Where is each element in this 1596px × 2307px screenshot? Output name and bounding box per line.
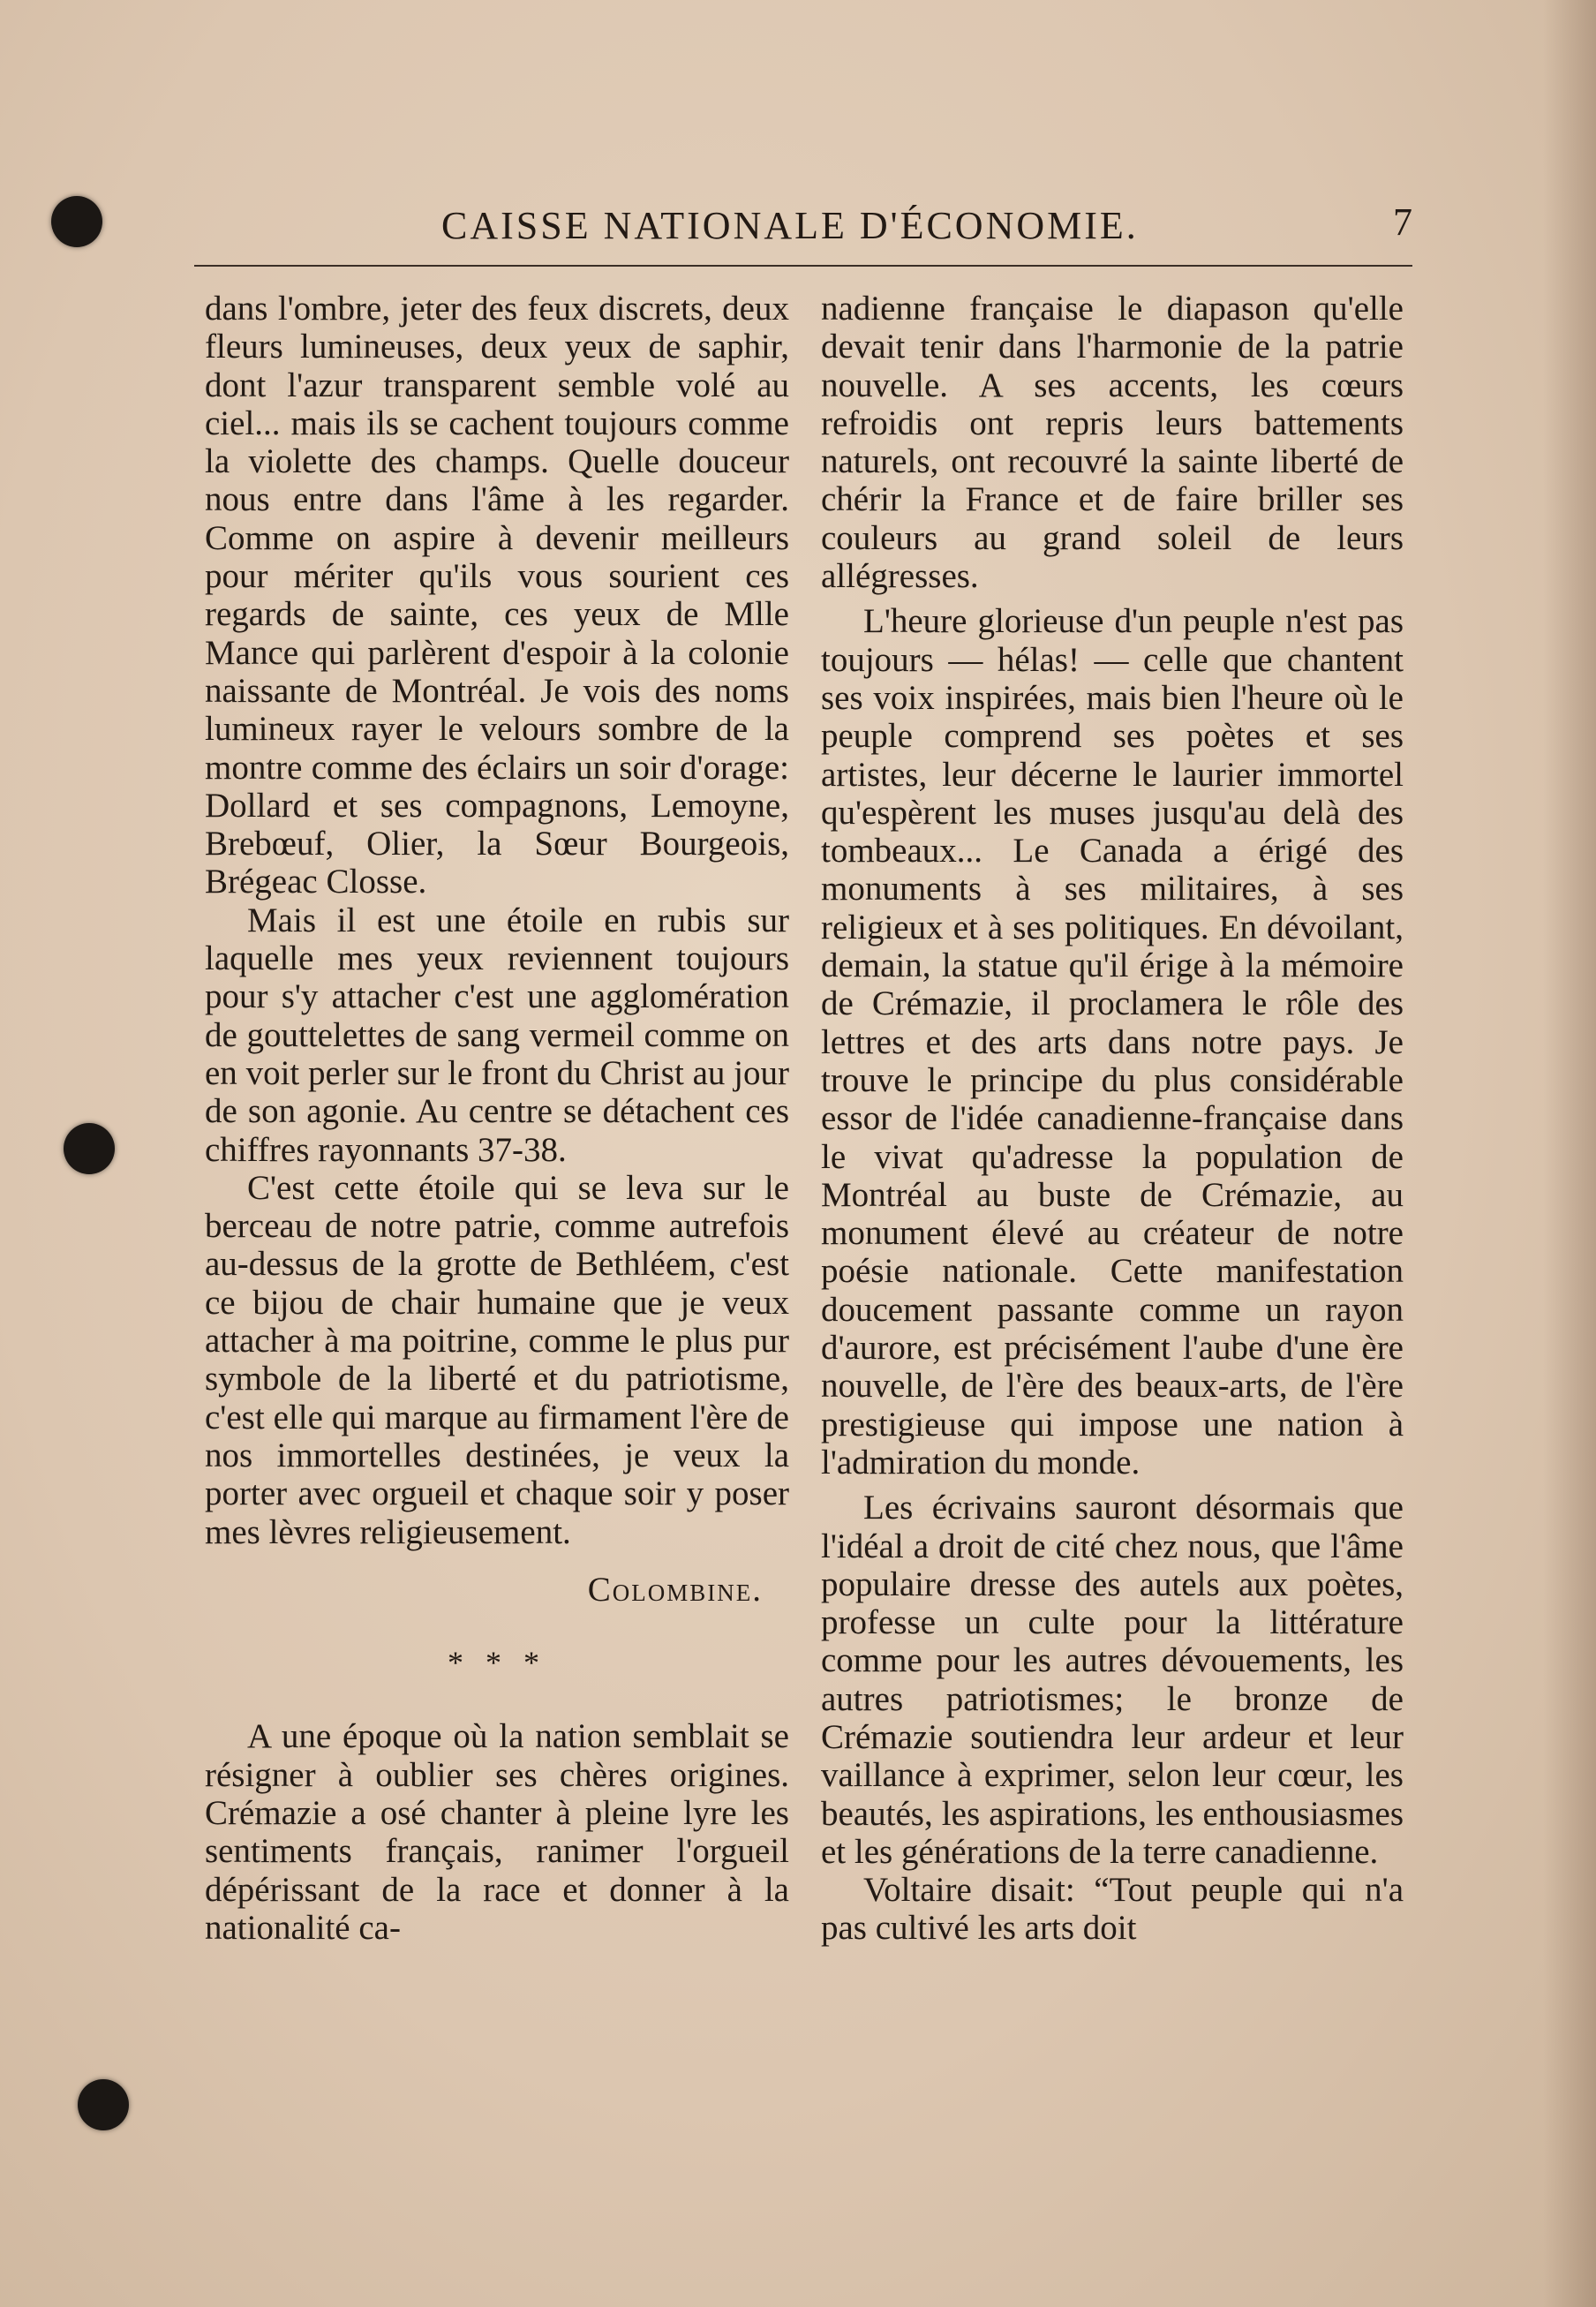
paragraph: Les écrivains sauront désormais que l'idéal a droit de cité chez nous, que l'âme populaire dresse des autels aux poètes, professe un culte pour la littérature comme pour les autres dévouements, les autres patriotismes; le bronze de Crémazie soutiendra leur ardeur et leur vaillance à exprimer, selon leur cœur, les beautés, les aspirations, les enthousiasmes et les générations de la terre canadienne. xyxy=(821,1489,1404,1871)
page-number: 7 xyxy=(1393,200,1412,244)
right-column xyxy=(821,290,1404,1948)
paragraph: Voltaire disait: “Tout peuple qui n'a pas cultivé les arts doit xyxy=(821,1871,1404,1948)
binder-hole-bottom xyxy=(78,2079,129,2130)
paragraph: C'est cette étoile qui se leva sur le berceau de notre patrie, comme autrefois au-dessus de la grotte de Bethléem, c'est ce bijou de chair humaine que je veux attacher à ma poitrine, comme le plus pur symbole de la liberté et du patriotisme, c'est elle qui marque au firmament l'ère de nos immortelles destinées, je veux la porter avec orgueil et chaque soir y poser mes lèvres religieusement. xyxy=(205,1168,789,1551)
paragraph: dans l'ombre, jeter des feux discrets, deux fleurs lumineuses, deux yeux de saphir, dont l'azur transparent semble volé au ciel... mais ils se cachent toujours comme la violette des champs. Quelle douceur nous entre dans l'âme à les regarder. Comme on aspire à devenir meilleurs pour mériter qu'ils vous sourient ces regards de sainte, ces yeux de Mlle Mance qui parlèrent d'espoir à la colonie naissante de Montréal. Je vois des noms lumineux rayer le velours sombre de la montre comme des éclairs un soir d'orage: Dollard et ses compagnons, Lemoyne, Brebœuf, Olier, la Sœur Bourgeois, Brégeac Closse. xyxy=(205,290,789,901)
paragraph: Mais il est une étoile en rubis sur laquelle mes yeux reviennent toujours pour s'y attacher c'est une agglomération de gouttelettes de sang vermeil comme on en voit perler sur le front du Christ au jour de son agonie. Au centre se détachent ces chiffres rayonnants 37-38. xyxy=(205,901,789,1169)
page-header xyxy=(194,196,1412,258)
binder-hole-top xyxy=(51,196,102,247)
left-column xyxy=(205,290,789,1947)
paragraph: nadienne française le diapason qu'elle devait tenir dans l'harmonie de la patrie nouvelle. A ses accents, les cœurs refroidis ont repris leurs battements naturels, ont recouvré la sainte liberté de chérir la France et de faire briller ses couleurs au grand soleil de leurs allégresses. xyxy=(821,290,1404,596)
binder-hole-middle xyxy=(64,1123,115,1174)
section-separator: * * * xyxy=(448,1645,546,1681)
paragraph: A une époque où la nation semblait se résigner à oublier ses chères origines. Crémazie a osé chanter à pleine lyre les sentiments français, ranimer l'orgueil dépérissant de la race et donner à la nationalité ca- xyxy=(205,1717,789,1947)
paragraph: L'heure glorieuse d'un peuple n'est pas toujours — hélas! — celle que chantent ses voix inspirées, mais bien l'heure où le peuple comprend ses poètes et ses artistes, leur décerne le laurier immortel qu'espèrent les muses jusqu'au delà des tombeaux... Le Canada a érigé des monuments à ses militaires, à ses religieux et à ses politiques. En dévoilant, demain, la statue qu'il érige à la mémoire de Crémazie, il proclamera le rôle des lettres et des arts dans notre pays. Je trouve le principe du plus considérable essor de l'idée canadienne-française dans le vivat qu'adresse la population de Montréal au buste de Crémazie, au monument élevé au créateur de notre poésie nationale. Cette manifestation doucement passante comme un rayon d'aurore, est précisément l'aube d'une ère nouvelle, de l'ère des beaux-arts, de l'ère prestigieuse qui impose une nation à l'admiration du monde. xyxy=(821,602,1404,1481)
header-rule xyxy=(194,265,1412,267)
signature: Colombine. xyxy=(587,1570,763,1609)
running-title: CAISSE NATIONALE D'ÉCONOMIE. xyxy=(441,204,1139,247)
